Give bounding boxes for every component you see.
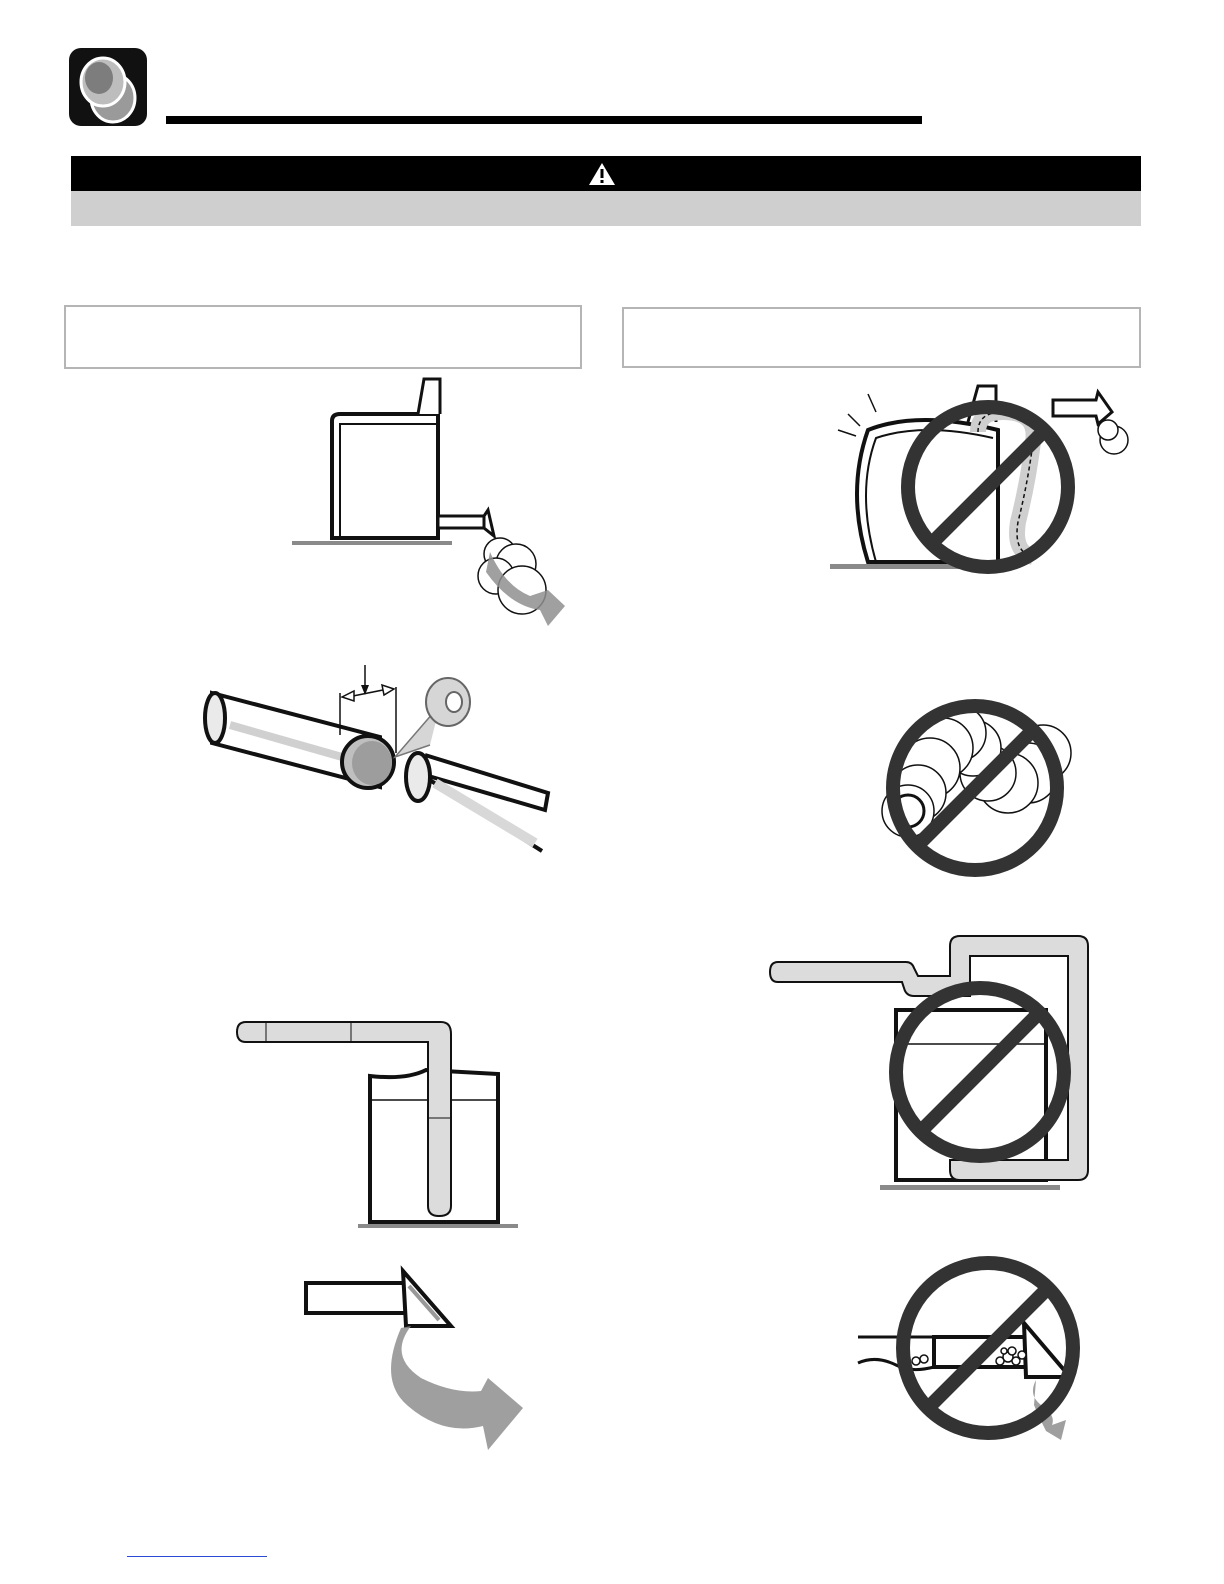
title-rule xyxy=(166,116,922,124)
duct-joint-tape-illustration xyxy=(200,665,560,860)
exhaust-duct-icon xyxy=(69,48,149,128)
section-box-right xyxy=(622,307,1141,368)
exhaust-hood-airflow-illustration xyxy=(303,1266,528,1456)
warning-triangle-icon xyxy=(588,162,616,186)
coiled-duct-prohibited-illustration xyxy=(878,693,1073,883)
clogged-hood-prohibited-illustration xyxy=(856,1255,1086,1450)
crushed-flexible-duct-prohibited-illustration xyxy=(828,382,1148,572)
dryer-exhaust-correct-illustration xyxy=(290,376,580,636)
section-box-left xyxy=(64,305,582,369)
rigid-duct-routing-illustration xyxy=(236,1018,521,1230)
warning-bar xyxy=(71,156,1141,191)
long-duct-routing-prohibited-illustration xyxy=(768,932,1093,1197)
warning-text xyxy=(71,191,1141,226)
footer-link-line xyxy=(127,1556,267,1557)
